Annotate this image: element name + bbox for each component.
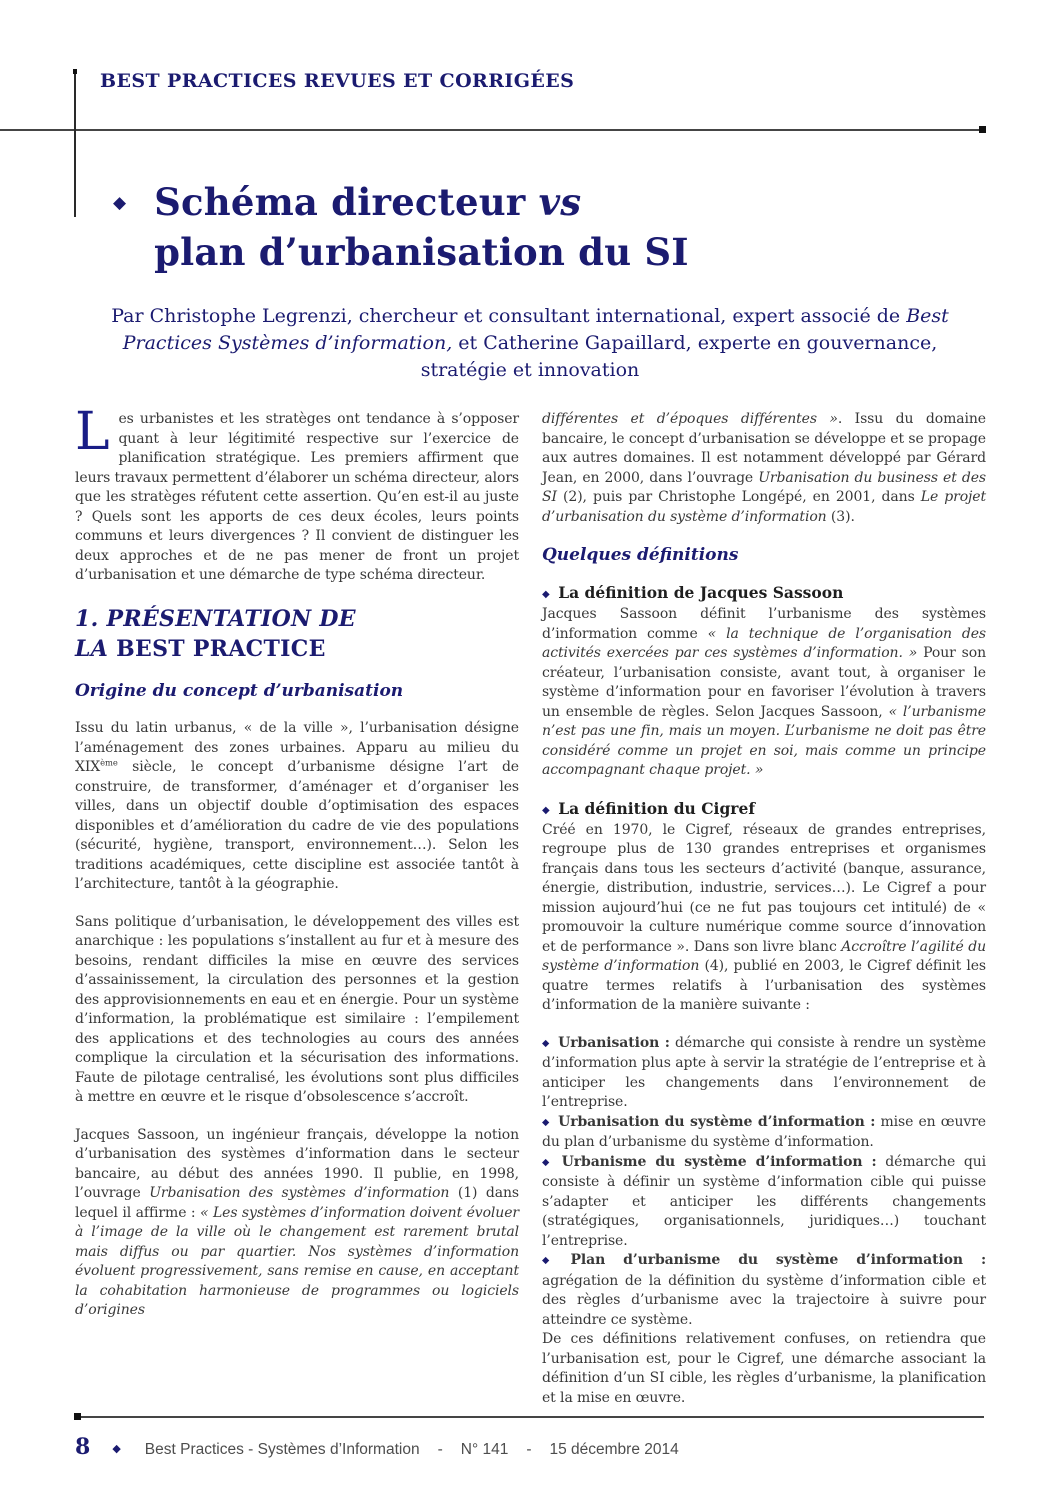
section-heading-presentation [75, 604, 519, 666]
vertical-rule [74, 71, 76, 217]
article-title-line2: plan d’urbanisation du SI [154, 229, 689, 274]
subheading-definitions: Quelques définitions [542, 545, 739, 565]
top-rule [0, 129, 984, 131]
footer-separator: - [526, 1441, 532, 1458]
footer-separator: - [437, 1441, 443, 1458]
journal-name: Best Practices - Systèmes d’Information [144, 1441, 420, 1458]
article-title-block [113, 178, 689, 277]
bottom-rule [75, 1416, 984, 1418]
rule-end-dot [979, 126, 986, 133]
subheading-origine: Origine du concept d’urbanisation [75, 681, 404, 702]
bullet-urbanisme-si: ◆ Urbanisme du système d’information : démarche qui consiste à définir un système d’information cible qui puisse s’adapter et anticiper les différents changements (stratégiques, organisationnels, juridiques…) touchant l’entreprise. [542, 1153, 987, 1249]
rule-top-tick [73, 69, 77, 74]
paragraph-urban-anarchy: Sans politique d’urbanisation, le développement des villes est anarchique : les populations s’installent au fur et à mesure des besoins, rendant difficiles la mise en œuvre des services d’assainissement, la circulation des personnes et la gestion des approvisionnements en eau et en énergie. Pour un système d’information, la problématique est similaire : l’empilement des applications et des technologies au cours des années complique la circulation et la sécurisation des informations. Faute de pilotage centralisé, les évolutions sont plus difficiles à mettre en œuvre et le risque d’obsolescence s’accroît. [75, 913, 519, 1106]
bullet-plan-urbanisme-si: ◆ Plan d’urbanisme du système d’information : agrégation de la définition du système d’information cible et des règles d’urbanisme avec la trajectoire à suivre pour atteindre ce système. [542, 1252, 987, 1328]
article-body [75, 402, 987, 1408]
section-kicker: BEST PRACTICES REVUES ET CORRIGÉES [100, 70, 575, 92]
section-heading-line2: LA BEST PRACTICE [75, 636, 326, 663]
right-column [542, 410, 986, 1408]
article-title [154, 178, 689, 277]
rule-end-dot [74, 1413, 81, 1420]
definition-heading-sassoon: ◆ La définition de Jacques Sassoon [542, 583, 844, 602]
definition-body-cigref: Créé en 1970, le Cigref, réseaux de grandes entreprises, regroupe plus de 130 grandes entreprises et organismes français dans tous les secteurs d’activité (banque, assurance, énergie, distribution, industrie, services…). Le Cigref a pour mission aujourd’hui (ce ne fut pas toujours cet intitulé) de « promouvoir la culture numérique comme source d’innovation et de performance ». Dans son livre blanc Accroître l’agilité du système d’information (4), publié en 2003, le Cigref définit les quatre termes relatifs à l’urbanisation des systèmes d’information de la manière suivante : [542, 821, 986, 1013]
paragraph-sassoon-history: Jacques Sassoon, un ingénieur français, développe la notion d’urbanisation des systèmes d’information dans le secteur bancaire, au début des années 1990. Il publie, en 1998, l’ouvrage Urbanisation des systèmes d’information (1) dans lequel il affirme : « Les systèmes d’information doivent évoluer à l’image de la ville où le changement est rarement brutal mais diffus ou par quartier. Nos systèmes d’information évoluent progressivement, sans remise en cause, en acceptant la cohabitation harmonieuse de programmes ou logiciels d’origines [75, 1126, 520, 1319]
article-title-line1: Schéma directeur vs [154, 180, 582, 224]
bullet-urbanisation-si: ◆ Urbanisation du système d’information : mise en œuvre du plan d’urbanisme du système d’information. [542, 1113, 986, 1150]
diamond-bullet-icon: ◆ [112, 1442, 121, 1455]
issue-number: N° 141 [460, 1441, 509, 1458]
intro-paragraph [75, 402, 519, 586]
definition-bullet-list [542, 1034, 986, 1409]
drop-cap: L [75, 402, 110, 462]
definition-body-sassoon: Jacques Sassoon définit l’urbanisme des systèmes d’information comme « la technique de l’organisation des activités exercées par ces systèmes d’information. » Pour son créateur, l’urbanisation consiste, avant tout, à organiser le système d’information pour en favoriser l’évolution à travers un ensemble de règles. Selon Jacques Sassoon, « l’urbanisme n’est pas une fin, mais un moyen. L’urbanisme ne doit pas être considéré comme un projet en soi, mais comme un principe accompagnant chaque projet. » [542, 606, 986, 778]
left-column [75, 402, 520, 1339]
bullet-urbanisation: ◆ Urbanisation : démarche qui consiste à rendre un système d’information plus apte à servir la stratégie de l’entreprise et à anticiper les changements dans l’environnement de l’entreprise. [542, 1034, 986, 1110]
definition-heading-cigref: ◆ La définition du Cigref [542, 798, 755, 818]
intro-text: es urbanistes et les stratèges ont tendance à s’opposer quant à leur légitimité respective sur l’exercice de planification stratégique. Les premiers affirment que leurs travaux permettent d’élaborer un schéma directeur, alors que les stratèges réfutent cette assertion. Qu’en est-il au juste ? Quels sont les apports de ces deux écoles, leurs points communs et leurs divergences ? Il convient de distinguer les deux approches et de ne pas mener de front un projet d’urbanisation et une démarche de type schéma directeur. [75, 411, 519, 583]
closing-paragraph: De ces définitions relativement confuses, on retiendra que l’urbanisation est, pour le Cigref, une démarche associant la définition d’un SI cible, les règles d’urbanisme, la planification et la mise en œuvre. [542, 1331, 986, 1406]
page-number: 8 [75, 1434, 91, 1460]
paragraph-urban-origin: Issu du latin urbanus, « de la ville », l’urbanisation désigne l’aménagement des zones urbaines. Apparu au milieu du XIXème siècle, le concept d’urbanisme désigne l’art de construire, de transformer, d’aménager et d’organiser les villes, dans un objectif double d’optimisation des espaces disponibles et d’amélioration du cadre de vie des populations (sécurité, hygiène, transport, environnement…). Selon les traditions académiques, cette discipline est associée tantôt à l’architecture, tantôt à la géographie. [75, 720, 519, 893]
issue-date: 15 décembre 2014 [549, 1441, 679, 1458]
diamond-bullet-icon: ◆ [113, 193, 127, 213]
byline: Par Christophe Legrenzi, chercheur et consultant international, expert associé de Best Practices Systèmes d’information, et Catherine Gapaillard, experte en gouvernance, stratégie et innovation [111, 305, 949, 381]
section-heading-line1: 1. PRÉSENTATION DE [75, 605, 356, 632]
page-footer [75, 1434, 679, 1460]
paragraph-continuation: différentes et d’époques différentes ». Issu du domaine bancaire, le concept d’urbanisation se développe et se propage aux autres domaines. Il est notamment développé par Gérard Jean, en 2000, dans l’ouvrage Urbanisation du business et des SI (2), puis par Christophe Longépé, en 2001, dans Le projet d’urbanisation du système d’information (3). [542, 411, 987, 525]
